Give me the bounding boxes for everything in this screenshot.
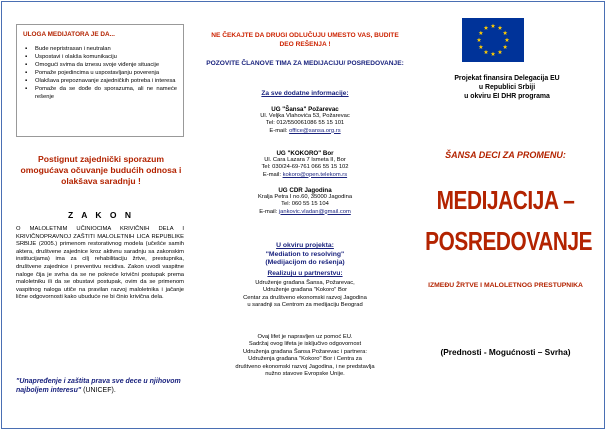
list-item: ▪ Olakšava prepoznavanje zajedničkih potreba i interesa [25, 78, 177, 86]
org-name: UG "Šansa" Požarevac [271, 106, 339, 113]
project-block [205, 242, 405, 268]
org-cdr [205, 187, 405, 216]
disclaimer-line: Sadržaj ovog lifeta je isključivo odgovornost [248, 341, 362, 348]
mediator-role-title: ULOGA MEDIJATORA JE DA... [23, 31, 115, 38]
agreement-slogan: Postignut zajednički sporazum omogućava očuvanje budućih odnosa i olakšava saradnju ! [20, 154, 182, 186]
org-phone: Tel: 030/24-69-761 066 55 15 102 [261, 164, 349, 171]
disclaimer-line: društveno ekonomski razvoj Jagodina, i ne predstavlja [235, 363, 375, 370]
org-phone: Tel: 012/550061086 55 15 101 [265, 120, 345, 127]
project-name: "Mediation to resolving" [265, 250, 345, 258]
org-mail-label: E-mail: [262, 171, 281, 178]
sansa-tagline: ŠANSA DECI ZA PROMENU: [445, 150, 566, 160]
quote-source: (UNICEF). [81, 387, 116, 394]
funding-line: Projekat finansira Delegacija EU [454, 75, 560, 82]
quote-text: "Unapređenje i zaštita prava sve dece u njihovom najboljem interesu" [16, 378, 181, 394]
middle-panel [205, 2, 405, 428]
eu-disclaimer [205, 334, 405, 378]
contact-team-heading: POZOVITE ČLANOVE TIMA ZA MEDIJACIJU/ POSREDOVANJE: [206, 60, 404, 67]
funding-line: u Republici Srbiji [478, 84, 536, 91]
left-panel [2, 2, 205, 428]
org-kokoro [205, 150, 405, 179]
disclaimer-line: Ovaj lifet je napravljen uz pomoć EU. [257, 334, 353, 340]
project-subname: (Medijacijom do rešenja) [265, 259, 345, 267]
law-heading: Z A K O N [67, 210, 135, 220]
list-item: Centar za društveno ekonomski razvoj Jagodina [243, 294, 367, 301]
partners-list [205, 280, 405, 310]
list-item: ▪ Pomaže pojedincima u uspostavljanju poverenja [25, 70, 177, 78]
org-name: UG CDR Jagodina [278, 187, 332, 194]
list-item: ▪ Omogući svima da iznesu svoje viđenje situacije [25, 62, 177, 70]
mediator-role-list [25, 46, 177, 102]
list-item: ▪ Bude nepristrasan i neutralan [25, 46, 177, 54]
org-address: Kralja Petra I no.60, 35000 Jagodina [257, 194, 353, 201]
law-text: O MALOLETNIM UČINIOCIMA KRIVIČNIH DELA I KRIVIČNOPRAVNOJ ZAŠTITI MALOLETNIH LICA REPUBLIKE SRBIJE (2005.) primenom restorativnog modela (učešće samih aktera, društvene zajednice kroz aktivnu saradnju sa zakonskim institucijama) ima za cilj rehabilitaciju žrtve, prestupnika, društvene zajednice i preventivu recidiva. Zakon uvodi vaspitne naloge čija je svrha da se ne pokreće krivični postupak prema maloletniku ili da se obustavi postupak, ovim da se primenom vaspitnog naloga utiče na pravilan razvoj maloletnika i jačanje lične odgovornosti kako ubuduće ne bi činio krivična dela. [16, 226, 184, 301]
org-email-link[interactable]: office@sansa.org.rs [289, 127, 341, 134]
eu-flag-icon [462, 18, 524, 62]
list-item: Udruženje građana Šansa, Požarevac, [255, 280, 355, 286]
org-name: UG "KOKORO" Bor [276, 150, 334, 157]
org-mail-label: E-mail: [259, 208, 278, 215]
disclaimer-line: Udruženja građana Šansa Požarevac i partnera: [242, 348, 368, 355]
main-title-line-2: POSREDOVANJE [425, 226, 593, 256]
org-address: Ul. Cara Lazara 7 Ismeta II, Bor [264, 157, 346, 164]
disclaimer-line: nužno stavove Evropske Unije. [265, 371, 345, 378]
org-phone: Tel: 060 55 15 104 [281, 201, 329, 208]
funding-line: u okviru EI DHR programa [464, 93, 550, 100]
list-item: u saradnji sa Centrom za medijaciju Beograd [247, 302, 363, 309]
org-mail-label: E-mail: [269, 127, 288, 134]
list-item: ▪ Pomaže da se dođe do sporazuma, ali ne nameće rešenje [25, 86, 177, 101]
project-label: U okviru projekta: [276, 242, 334, 249]
main-title-line-1: MEDIJACIJA – [436, 185, 575, 215]
info-heading: Za sve dodatne informacije: [261, 90, 349, 97]
right-panel [405, 2, 605, 428]
mediator-role-box [16, 24, 184, 137]
org-email-link[interactable]: jankovic.vladan@gmail.com [278, 208, 351, 215]
brochure-page [1, 1, 605, 429]
unicef-quote [16, 377, 186, 395]
call-to-action: NE ČEKAJTE DA DRUGI ODLUČUJU UMESTO VAS, BUDITE DEO REŠENJA ! [211, 32, 399, 48]
partners-heading: Realizuju u partnerstvu: [267, 270, 343, 277]
funding-statement [415, 74, 599, 101]
org-email-link[interactable]: kokoro@open.telekom.rs [282, 171, 348, 178]
org-address: Ul. Veljka Vlahovića 53, Požarevac [260, 113, 350, 120]
benefits-line: (Prednosti - Mogućnosti – Svrha) [440, 347, 571, 357]
eu-flag-icon [462, 18, 524, 62]
org-sansa [205, 106, 405, 135]
list-item: Udruženje građana "Kokoro" Bor [262, 287, 348, 294]
subtitle: IZMEĐU ŽRTVE I MALOLETNOG PRESTUPNIKA [428, 282, 583, 289]
disclaimer-line: Udruženja građana "Kokoro" Bor i Centra za [248, 356, 362, 363]
list-item: ▪ Uspostavi i olakša komunikaciju [25, 54, 177, 62]
